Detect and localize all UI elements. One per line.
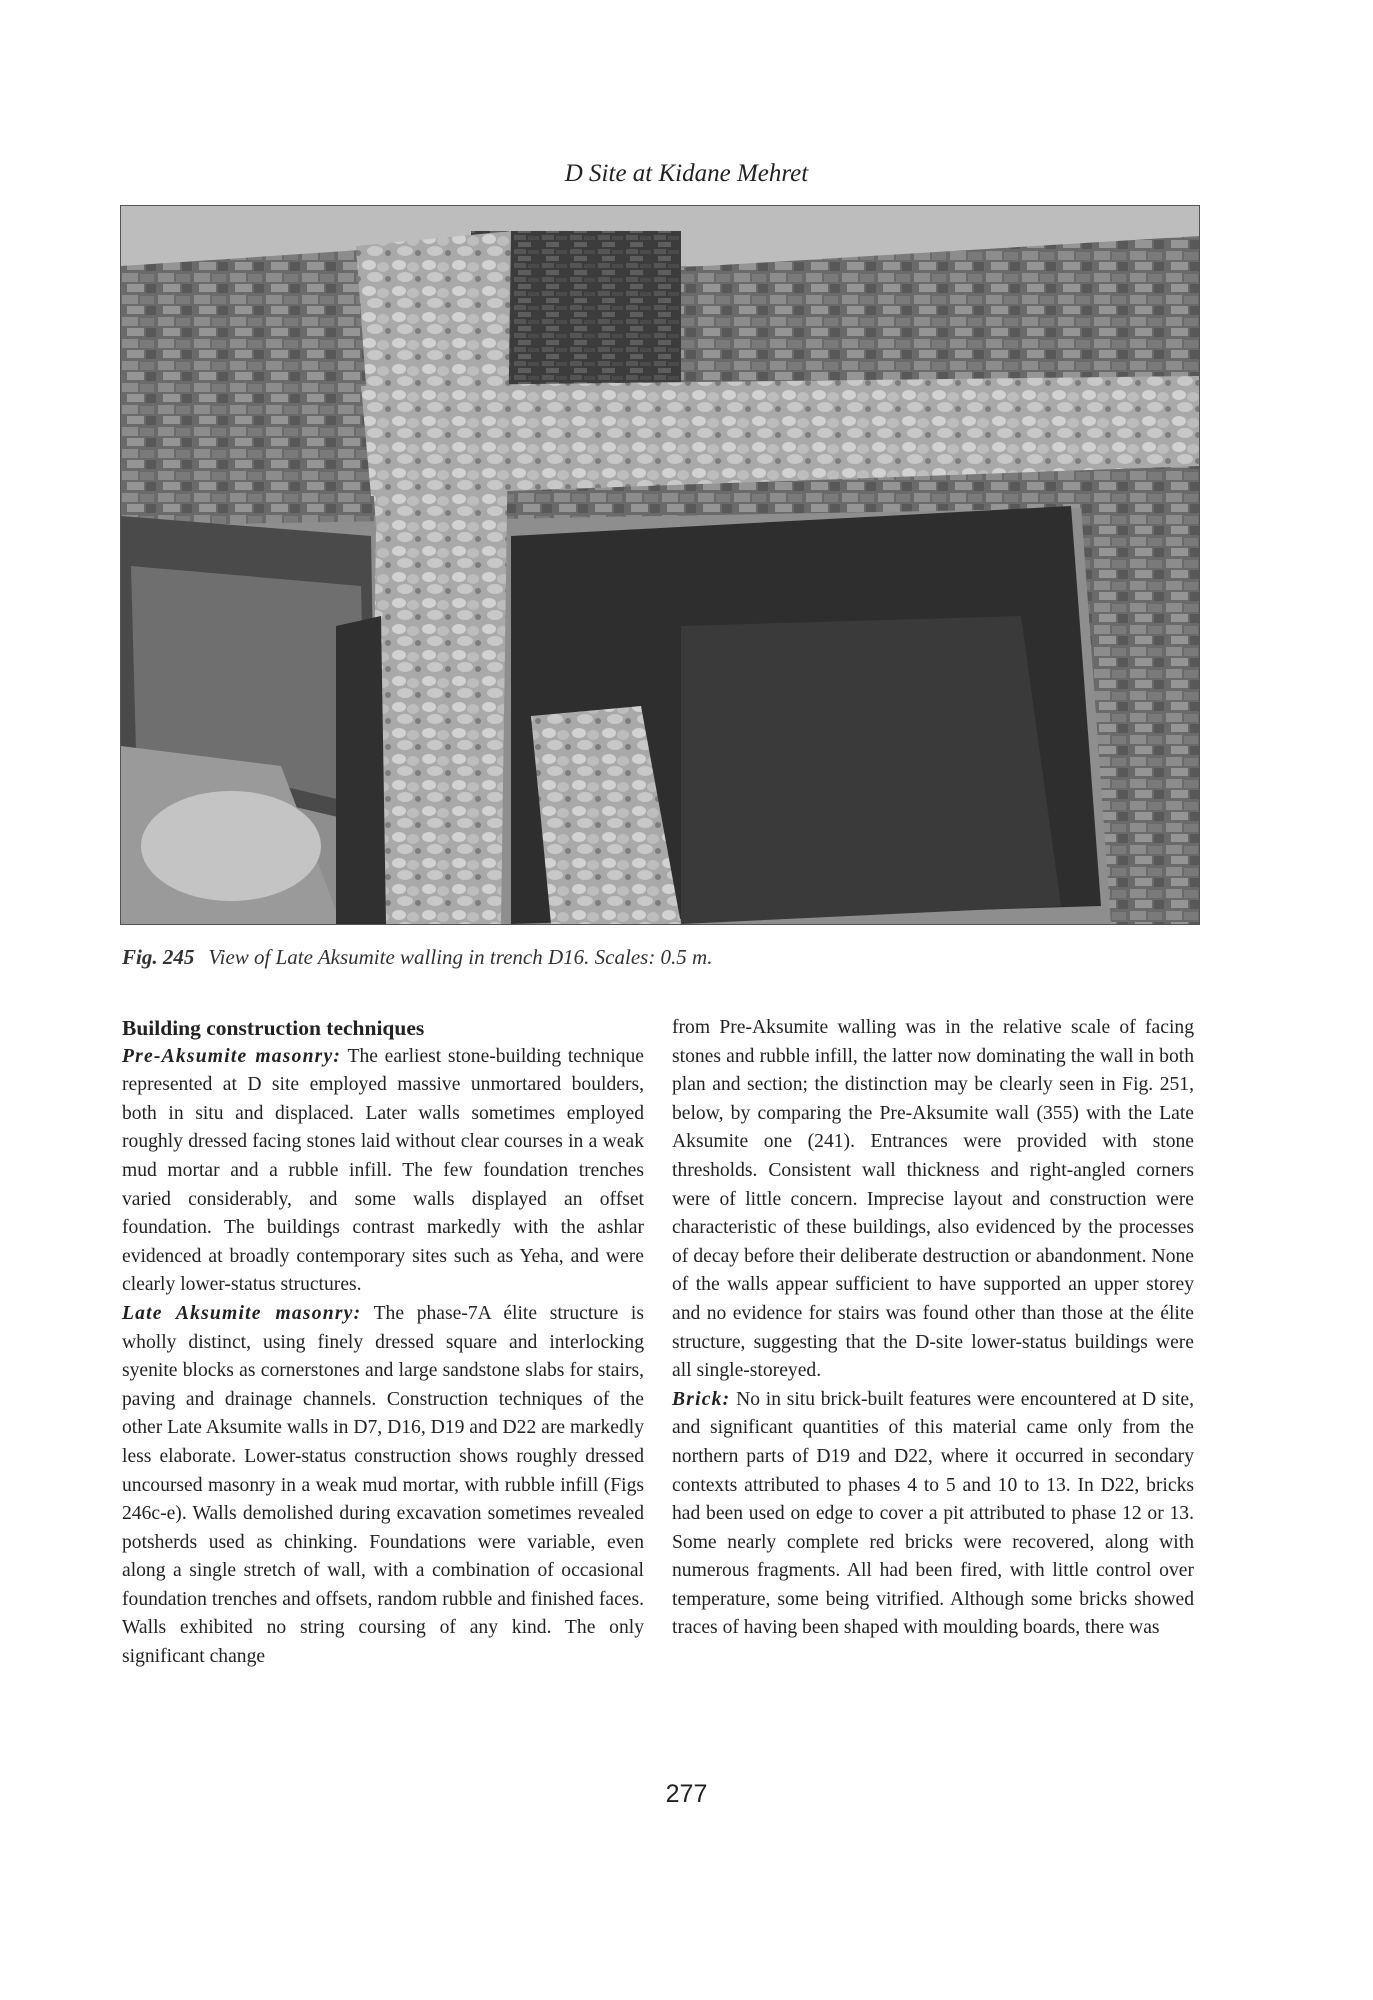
page-number: 277 [665, 1780, 708, 1808]
paragraph-pre-aksumite [122, 1043, 644, 1300]
paragraph-late-aksumite [122, 1300, 644, 1672]
paragraph-continuation [672, 1014, 1194, 1386]
run-in-heading: Brick: [672, 1388, 731, 1410]
paragraph-text: The earliest stone-building technique represented at D site employed massive unmortared boulders, both in situ and displaced. Later walls sometimes employed roughly dressed facing stones laid without clear courses in a weak mud mortar and a rubble infill. The few foundation trenches varied considerably, and some walls displayed an offset foundation. The buildings contrast markedly with the ashlar evidenced at broadly contemporary sites such as Yeha, and were clearly lower-status structures. [122, 1045, 644, 1296]
run-in-heading: Pre-Aksumite masonry: [122, 1045, 342, 1067]
figure-caption [122, 945, 712, 970]
paragraph-text: No in situ brick-built features were encountered at D site, and significant quantities of this material came only from the northern parts of D19 and D22, where it occurred in secondary contexts attributed to phases 4 to 5 and 10 to 13. In D22, bricks had been used on edge to cover a pit attributed to phase 12 or 13. Some nearly complete red bricks were recovered, along with numerous fragments. All had been fired, with little control over temperature, some being vitrified. Although some bricks showed traces of having been shaped with moulding boards, there was [672, 1388, 1194, 1639]
left-column [122, 1014, 644, 1672]
paragraph-text: The phase-7A élite structure is wholly distinct, using finely dressed square and interlocking syenite blocks as cornerstones and large sandstone slabs for stairs, paving and drainage channels. Construction techniques of the other Late Aksumite walls in D7, D16, D19 and D22 are markedly less elaborate. Lower-status construction shows roughly dressed uncoursed masonry in a weak mud mortar, with rubble infill (Figs 246c-e). Walls demolished during excavation sometimes revealed potsherds used as chinking. Foundations were variable, even along a single stretch of wall, with a combination of occasional foundation trenches and offsets, random rubble and finished faces. Walls exhibited no string coursing of any kind. The only significant change [122, 1302, 644, 1668]
run-in-heading: Late Aksumite masonry: [122, 1302, 362, 1324]
figure-label: Fig. 245 [122, 945, 195, 969]
right-column [672, 1014, 1194, 1643]
paragraph-text: from Pre-Aksumite walling was in the relative scale of facing stones and rubble infill, the latter now dominating the wall in both plan and section; the distinction may be clearly seen in Fig. 251, below, by comparing the Pre-Aksumite wall (355) with the Late Aksumite one (241). Entrances were provided with stone thresholds. Consistent wall thickness and right-angled corners were of little concern. Imprecise layout and construction were characteristic of these buildings, also evidenced by the processes of decay before their deliberate destruction or abandonment. None of the walls appear sufficient to have supported an upper storey and no evidence for stairs was found other than those at the élite structure, suggesting that the D-site lower-status buildings were all single-storeyed. [672, 1017, 1194, 1382]
paragraph-brick [672, 1386, 1194, 1643]
running-head: D Site at Kidane Mehret [564, 160, 809, 187]
trench-photograph [120, 205, 1200, 925]
figure-caption-text: View of Late Aksumite walling in trench D16. Scales: 0.5 m. [208, 945, 713, 969]
section-heading: Building construction techniques [122, 1016, 425, 1040]
